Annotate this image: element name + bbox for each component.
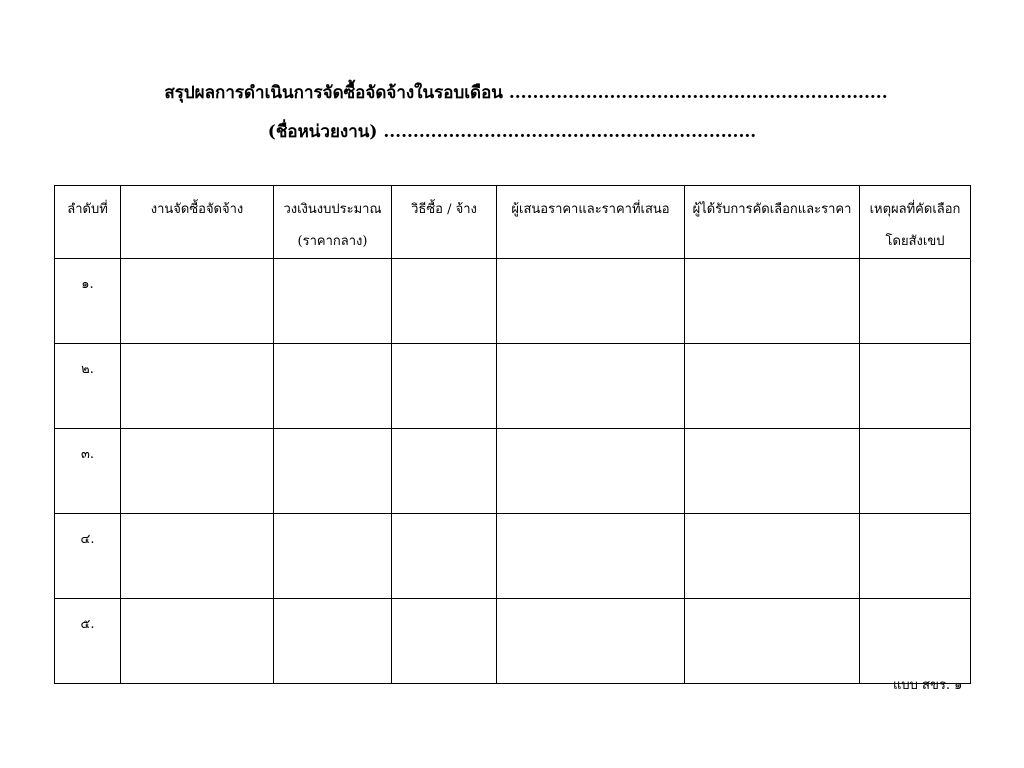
row-number: ๕. (55, 599, 121, 684)
cell-procurement-item (121, 514, 274, 599)
cell-method (392, 599, 497, 684)
cell-selected-bidder (685, 344, 860, 429)
cell-bidders (497, 599, 685, 684)
cell-bidders (497, 344, 685, 429)
header-reason: เหตุผลที่คัดเลือก โดยสังเขป (860, 186, 971, 259)
table-row (55, 599, 971, 684)
cell-reason (860, 259, 971, 344)
procurement-summary-table (54, 185, 971, 684)
cell-budget (274, 259, 392, 344)
cell-selected-bidder (685, 599, 860, 684)
cell-budget (274, 514, 392, 599)
table-row (55, 259, 971, 344)
header-method: วิธีซื้อ / จ้าง (392, 186, 497, 259)
cell-bidders (497, 259, 685, 344)
cell-bidders (497, 514, 685, 599)
cell-method (392, 259, 497, 344)
table-row (55, 429, 971, 514)
cell-procurement-item (121, 344, 274, 429)
cell-method (392, 429, 497, 514)
cell-reason (860, 514, 971, 599)
header-sequence: ลำดับที่ (55, 186, 121, 259)
cell-budget (274, 429, 392, 514)
cell-reason (860, 429, 971, 514)
cell-bidders (497, 429, 685, 514)
cell-budget (274, 599, 392, 684)
department-name-line: (ชื่อหน่วยงาน) ............................................................... (267, 122, 757, 142)
cell-procurement-item (121, 599, 274, 684)
form-code-label: แบบ สขร. ๑ (893, 678, 963, 693)
header-procurement-item: งานจัดซื้อจัดจ้าง (121, 186, 274, 259)
cell-procurement-item (121, 429, 274, 514)
row-number: ๑. (55, 259, 121, 344)
cell-selected-bidder (685, 259, 860, 344)
cell-procurement-item (121, 259, 274, 344)
cell-budget (274, 344, 392, 429)
header-selected-bidder: ผู้ได้รับการคัดเลือกและราคา (685, 186, 860, 259)
cell-method (392, 514, 497, 599)
row-number: ๔. (55, 514, 121, 599)
row-number: ๓. (55, 429, 121, 514)
cell-reason (860, 344, 971, 429)
document-title: สรุปผลการดำเนินการจัดซื้อจัดจ้างในรอบเดือน ................................................................ (164, 83, 888, 103)
cell-selected-bidder (685, 514, 860, 599)
table-row (55, 514, 971, 599)
cell-method (392, 344, 497, 429)
table-header-row (55, 186, 971, 259)
header-budget: วงเงินงบประมาณ (ราคากลาง) (274, 186, 392, 259)
header-bidders: ผู้เสนอราคาและราคาที่เสนอ (497, 186, 685, 259)
row-number: ๒. (55, 344, 121, 429)
cell-reason (860, 599, 971, 684)
table-row (55, 344, 971, 429)
cell-selected-bidder (685, 429, 860, 514)
